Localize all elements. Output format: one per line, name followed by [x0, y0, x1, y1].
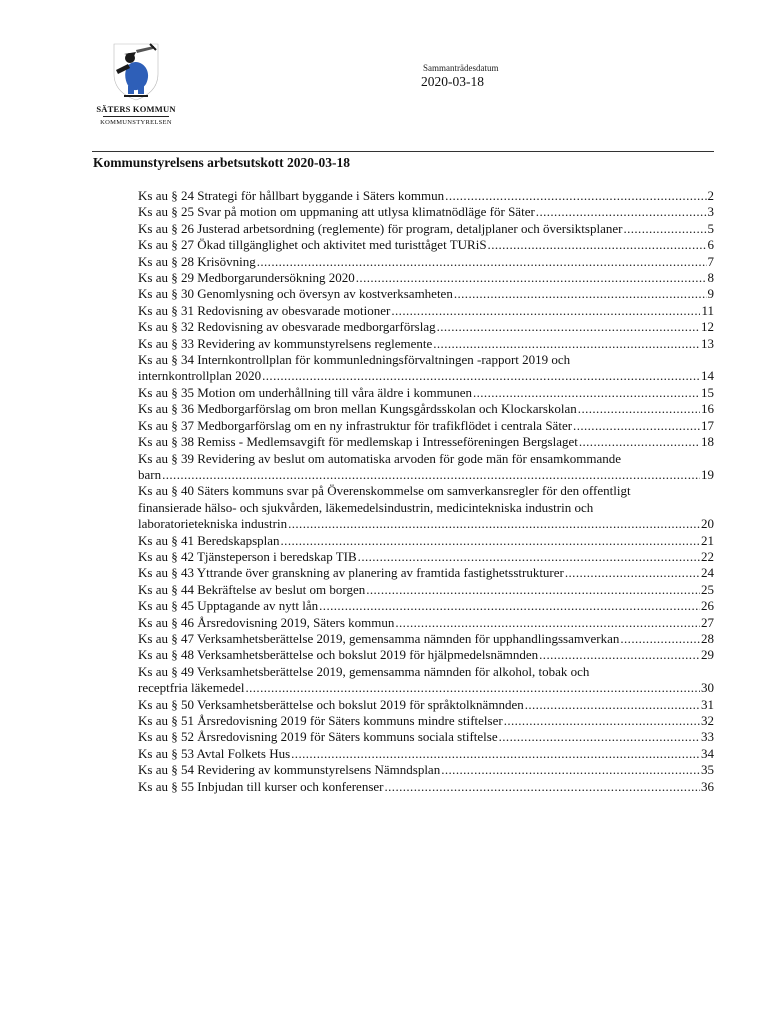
toc-entry[interactable]: [138, 533, 714, 549]
toc-dot-leader: [536, 204, 707, 220]
toc-entry[interactable]: [138, 418, 714, 434]
toc-page-number: 8: [707, 270, 714, 286]
toc-entry-row: [138, 779, 714, 795]
toc-entry[interactable]: [138, 221, 714, 237]
saters-kommun-coat-of-arms-icon: [106, 40, 166, 102]
logo-subtitle: KOMMUNSTYRELSEN: [100, 119, 172, 126]
toc-page-number: 32: [701, 713, 714, 728]
toc-entry-row: [138, 467, 714, 483]
toc-dot-leader: [162, 467, 700, 483]
toc-entry-row: [138, 713, 714, 729]
toc-entry-text: Ks au § 25 Svar på motion om uppmaning att utlysa klimatnödläge för Säter: [138, 204, 535, 220]
toc-page-number: 27: [701, 614, 714, 630]
toc-entry[interactable]: [138, 319, 714, 335]
toc-entry-text: laboratorietekniska industrin: [138, 516, 288, 532]
toc-entry-row: [138, 697, 714, 713]
toc-dot-leader: [281, 533, 700, 549]
toc-entry-row: [138, 631, 714, 647]
toc-entry-text: receptfria läkemedel: [138, 680, 245, 696]
toc-entry[interactable]: [138, 188, 714, 204]
toc-entry-row: [138, 368, 714, 384]
toc-entry-text: Ks au § 40 Säters kommuns svar på Överenskommelse om samverkansregler för den offentligt: [138, 483, 631, 499]
toc-dot-leader: [262, 368, 700, 384]
toc-dot-leader: [288, 516, 700, 532]
toc-entry[interactable]: [138, 582, 714, 598]
toc-entry-row: [138, 270, 714, 286]
toc-entry[interactable]: [138, 631, 714, 647]
toc-dot-leader: [391, 303, 700, 319]
toc-entry[interactable]: [138, 697, 714, 713]
toc-dot-leader: [488, 237, 707, 253]
toc-entry[interactable]: [138, 565, 714, 581]
toc-entry-row: [138, 286, 714, 302]
toc-page-number: 11: [701, 302, 714, 318]
table-of-contents: [138, 188, 714, 795]
toc-entry-text: Ks au § 45 Upptagande av nytt lån: [138, 598, 319, 614]
toc-entry[interactable]: [138, 779, 714, 795]
toc-dot-leader: [504, 713, 700, 729]
toc-entry-text: Ks au § 29 Medborgarundersökning 2020: [138, 270, 355, 286]
toc-entry[interactable]: [138, 286, 714, 302]
toc-dot-leader: [539, 647, 700, 663]
toc-dot-leader: [366, 582, 700, 598]
toc-entry-row: [138, 582, 714, 598]
toc-dot-leader: [385, 779, 701, 795]
toc-entry-text: Ks au § 54 Revidering av kommunstyrelsens Nämndsplan: [138, 762, 441, 778]
toc-dot-leader: [319, 598, 700, 614]
toc-dot-leader: [356, 270, 707, 286]
toc-page-number: 3: [707, 204, 714, 220]
toc-entry-row: [138, 565, 714, 581]
logo-divider: [103, 116, 169, 117]
toc-entry[interactable]: [138, 746, 714, 762]
municipality-logo: [96, 40, 176, 126]
toc-page-number: 22: [701, 548, 714, 564]
toc-entry-row: [138, 303, 714, 319]
toc-entry-text: Ks au § 41 Beredskapsplan: [138, 532, 280, 548]
toc-entry[interactable]: [138, 336, 714, 352]
toc-entry-text: finansierade hälso- och sjukvården, läkemedelsindustrin, medicintekniska industrin och: [138, 499, 594, 515]
toc-entry-row: [138, 204, 714, 220]
toc-dot-leader: [441, 762, 700, 778]
toc-entry-text: Ks au § 34 Internkontrollplan för kommunledningsförvaltningen -rapport 2019 och: [138, 352, 571, 368]
toc-entry[interactable]: [138, 237, 714, 253]
toc-page-number: 13: [701, 335, 714, 351]
toc-entry-text: barn: [138, 466, 162, 482]
document-title: Kommunstyrelsens arbetsutskott 2020-03-18: [93, 155, 350, 170]
toc-page-number: 29: [701, 647, 714, 663]
toc-entry-row: [138, 237, 714, 253]
toc-entry-row: [138, 188, 714, 204]
toc-entry-text: Ks au § 36 Medborgarförslag om bron mellan Kungsgårdsskolan och Klockarskolan: [138, 401, 577, 417]
toc-entry[interactable]: [138, 451, 714, 484]
meeting-date-value: 2020-03-18: [421, 74, 484, 89]
toc-dot-leader: [525, 697, 700, 713]
toc-entry-text: Ks au § 46 Årsredovisning 2019, Säters kommun: [138, 614, 395, 630]
toc-page-number: 9: [707, 286, 714, 302]
toc-entry-text: Ks au § 39 Revidering av beslut om automatiska arvoden för gode män för ensamkommande: [138, 450, 622, 466]
toc-page-number: 24: [701, 565, 714, 581]
toc-entry[interactable]: [138, 385, 714, 401]
toc-dot-leader: [623, 221, 706, 237]
toc-entry-row: [138, 762, 714, 778]
toc-entry[interactable]: [138, 401, 714, 417]
toc-entry-row: [138, 746, 714, 762]
toc-page-number: 35: [701, 762, 714, 778]
toc-entry-row: [138, 533, 714, 549]
toc-entry-row: [138, 385, 714, 401]
toc-page-number: 31: [701, 696, 714, 712]
toc-entry-row: [138, 319, 714, 335]
toc-entry-row: [138, 598, 714, 614]
toc-entry[interactable]: [138, 598, 714, 614]
toc-entry-row: [138, 680, 714, 696]
toc-page-number: 33: [701, 729, 714, 745]
toc-entry[interactable]: [138, 647, 714, 663]
toc-page-number: 25: [701, 581, 714, 597]
toc-dot-leader: [433, 336, 700, 352]
toc-entry-text: Ks au § 24 Strategi för hållbart byggande i Säters kommun: [138, 188, 445, 203]
toc-page-number: 26: [701, 598, 714, 614]
toc-dot-leader: [578, 401, 700, 417]
toc-page-number: 18: [701, 434, 714, 450]
toc-page-number: 14: [701, 368, 714, 384]
toc-entry[interactable]: [138, 204, 714, 220]
toc-dot-leader: [499, 729, 700, 745]
toc-entry-text: Ks au § 33 Revidering av kommunstyrelsens reglemente: [138, 335, 433, 351]
toc-entry-text: Ks au § 48 Verksamhetsberättelse och bokslut 2019 för hjälpmedelsnämnden: [138, 647, 539, 663]
toc-entry-text: Ks au § 51 Årsredovisning 2019 för Säters kommuns mindre stiftelser: [138, 713, 503, 728]
toc-entry-row: [138, 729, 714, 745]
toc-entry-row: [138, 336, 714, 352]
toc-page-number: 2: [707, 188, 714, 203]
toc-entry-row: [138, 516, 714, 532]
toc-page-number: 34: [701, 745, 714, 761]
toc-entry-text: Ks au § 44 Bekräftelse av beslut om borgen: [138, 581, 366, 597]
toc-entry-text: Ks au § 47 Verksamhetsberättelse 2019, gemensamma nämnden för upphandlingssamverkan: [138, 630, 620, 646]
toc-dot-leader: [454, 286, 707, 302]
toc-page-number: 7: [707, 253, 714, 269]
toc-entry-row: [138, 647, 714, 663]
toc-dot-leader: [291, 746, 700, 762]
toc-dot-leader: [245, 680, 700, 696]
toc-entry[interactable]: [138, 434, 714, 450]
toc-entry[interactable]: [138, 762, 714, 778]
toc-entry-row: [138, 434, 714, 450]
toc-entry-text: Ks au § 26 Justerad arbetsordning (reglemente) för program, detaljplaner och översiktsplaner: [138, 220, 623, 236]
toc-entry[interactable]: [138, 713, 714, 729]
toc-entry-text: Ks au § 32 Redovisning av obesvarade medborgarförslag: [138, 319, 436, 335]
toc-dot-leader: [473, 385, 700, 401]
toc-entry-text: Ks au § 50 Verksamhetsberättelse och bokslut 2019 för språktolknämnden: [138, 696, 524, 712]
toc-entry-text: Ks au § 55 Inbjudan till kurser och konferenser: [138, 778, 384, 794]
toc-page-number: 28: [701, 630, 714, 646]
toc-page-number: 21: [701, 532, 714, 548]
toc-page-number: 20: [701, 516, 714, 532]
toc-entry-row: [138, 549, 714, 565]
toc-entry-text: Ks au § 28 Krisövning: [138, 253, 256, 269]
toc-entry-text: Ks au § 31 Redovisning av obesvarade motioner: [138, 302, 391, 318]
toc-entry-row: [138, 254, 714, 270]
toc-entry-text: Ks au § 42 Tjänsteperson i beredskap TIB: [138, 548, 357, 564]
toc-page-number: 17: [701, 417, 714, 433]
toc-entry[interactable]: [138, 303, 714, 319]
toc-page-number: 6: [707, 237, 714, 253]
toc-entry-text: Ks au § 30 Genomlysning och översyn av kostverksamheten: [138, 286, 453, 302]
toc-dot-leader: [620, 631, 700, 647]
toc-dot-leader: [573, 418, 700, 434]
toc-entry[interactable]: [138, 664, 714, 697]
toc-entry[interactable]: [138, 270, 714, 286]
toc-dot-leader: [257, 254, 707, 270]
toc-entry-text: Ks au § 52 Årsredovisning 2019 för Säters kommuns sociala stiftelse: [138, 729, 498, 745]
header-divider: [92, 151, 714, 152]
toc-entry-text: Ks au § 38 Remiss - Medlemsavgift för medlemskap i Intresseföreningen Bergslaget: [138, 434, 578, 450]
toc-entry-row: [138, 401, 714, 417]
toc-entry[interactable]: [138, 549, 714, 565]
toc-dot-leader: [437, 319, 700, 335]
toc-page-number: 16: [701, 401, 714, 417]
toc-entry-text: Ks au § 53 Avtal Folkets Hus: [138, 745, 291, 761]
logo-name: SÄTERS KOMMUN: [96, 104, 176, 114]
toc-entry[interactable]: [138, 615, 714, 631]
toc-page-number: 19: [701, 466, 714, 482]
toc-entry-text: internkontrollplan 2020: [138, 368, 262, 384]
toc-page-number: 15: [701, 384, 714, 400]
toc-page-number: 30: [701, 680, 714, 696]
toc-dot-leader: [565, 565, 700, 581]
toc-dot-leader: [445, 188, 706, 204]
toc-entry-text: Ks au § 49 Verksamhetsberättelse 2019, gemensamma nämnden för alkohol, tobak och: [138, 663, 590, 679]
toc-dot-leader: [395, 615, 700, 631]
toc-page-number: 36: [701, 778, 714, 794]
toc-entry-row: [138, 418, 714, 434]
toc-page-number: 5: [707, 220, 714, 236]
toc-page-number: 12: [701, 319, 714, 335]
toc-entry-text: Ks au § 37 Medborgarförslag om en ny infrastruktur för trafikflödet i centrala Säter: [138, 417, 573, 433]
toc-entry[interactable]: [138, 352, 714, 385]
toc-entry-text: Ks au § 43 Yttrande över granskning av planering av framtida fastighetsstrukturer: [138, 565, 564, 581]
toc-entry[interactable]: [138, 483, 714, 532]
toc-dot-leader: [358, 549, 700, 565]
meeting-date-label: Sammanträdesdatum: [423, 63, 499, 73]
toc-entry[interactable]: [138, 254, 714, 270]
toc-entry[interactable]: [138, 729, 714, 745]
toc-entry-text: Ks au § 35 Motion om underhållning till våra äldre i kommunen: [138, 384, 472, 400]
toc-dot-leader: [579, 434, 700, 450]
toc-entry-row: [138, 221, 714, 237]
toc-entry-text: Ks au § 27 Ökad tillgänglighet och aktivitet med turisttåget TURiS: [138, 237, 487, 253]
toc-entry-row: [138, 615, 714, 631]
